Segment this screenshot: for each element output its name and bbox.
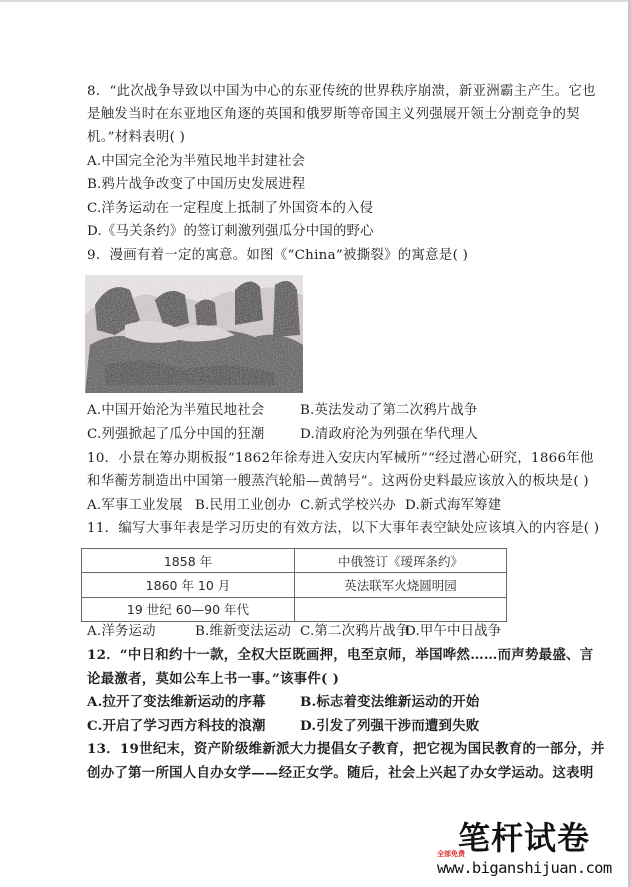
q11-option-d: D.甲午中日战争 — [405, 624, 502, 639]
q9-option-c: C.列强掀起了瓜分中国的狂潮 — [87, 427, 265, 442]
q11-option-c: C.第二次鸦片战争 — [300, 624, 410, 639]
q8-option-d: D.《马关条约》的签订刺激列强瓜分中国的野心 — [87, 224, 374, 239]
table-cell-date: 1860 年 10 月 — [82, 573, 295, 597]
q10-stem-line-2: 和华蘅芳制造出中国第一艘蒸汽轮船—黄鹄号”。这两份史料最应该放入的板块是( ) — [87, 474, 589, 489]
q12-option-c: C.开启了学习西方科技的浪潮 — [87, 718, 266, 734]
table-cell-date: 19 世纪 60—90 年代 — [82, 597, 295, 621]
q8-stem-line-3: 机。”材料表明( ) — [87, 130, 186, 145]
watermark-title: 笔杆试卷 — [458, 819, 591, 857]
q10-option-a: A.军事工业发展 — [87, 498, 183, 513]
q9-option-d: D.清政府沦为列强在华代理人 — [300, 427, 479, 442]
q13-stem-line-1: 13．19世纪末，资产阶级维新派大力提倡女子教育，把它视为国民教育的一部分，并 — [87, 741, 605, 757]
q9-option-a: A.中国开始沦为半殖民地社会 — [87, 403, 265, 418]
table-cell-event: 中俄签订《瑷珲条约》 — [295, 549, 507, 573]
table-cell-event: 英法联军火烧圆明园 — [295, 573, 507, 597]
page-top-border — [0, 0, 631, 2]
q11-option-b: B.维新变法运动 — [195, 624, 292, 639]
table-cell-date: 1858 年 — [82, 549, 295, 573]
watermark-url: www.biganshijuan.com — [437, 859, 612, 877]
q12-option-a: A.拉开了变法维新运动的序幕 — [87, 694, 266, 710]
q12-stem-line-1: 12．“中日和约十一款，全权大臣既画押，电至京师，举国哗然……而声势最盛、言 — [87, 647, 594, 663]
q8-stem-line-2: 是触发当时在东亚地区角逐的英国和俄罗斯等帝国主义列强展开领土分割竞争的契 — [87, 107, 580, 122]
q10-option-c: C.新式学校兴办 — [300, 498, 396, 513]
q8-option-b: B.鸦片战争改变了中国历史发展进程 — [87, 177, 306, 192]
table-cell-event-blank — [295, 597, 507, 621]
q10-stem-line-1: 10．小景在筹办期板报“1862年徐寿进入安庆内军械所”“经过潜心研究，1866年他 — [87, 451, 594, 466]
q9-option-b: B.英法发动了第二次鸦片战争 — [300, 403, 478, 418]
q11-stem: 11．编写大事年表是学习历史的有效方法，以下大事年表空缺处应该填入的内容是( ) — [87, 521, 600, 536]
table-row — [82, 573, 507, 597]
q12-option-d: D.引发了列强干涉而遭到失败 — [300, 718, 480, 734]
q12-stem-line-2: 论最激者，莫如公车上书一事。”该事件( ) — [87, 671, 340, 687]
q8-option-a: A.中国完全沦为半殖民地半封建社会 — [87, 154, 306, 169]
q11-option-a: A.洋务运动 — [87, 624, 156, 639]
q8-stem-line-1: 8．“此次战争导致以中国为中心的东亚传统的世界秩序崩溃，新亚洲霸主产生。它也 — [87, 84, 596, 99]
q9-stem: 9．漫画有着一定的寓意。如图《“China”被撕裂》的寓意是( ) — [87, 248, 469, 263]
table-row — [82, 597, 507, 621]
q12-option-b: B.标志着变法维新运动的开始 — [300, 694, 480, 710]
q13-stem-line-2: 创办了第一所国人自办女学——经正女学。随后，社会上兴起了办女学运动。这表明 — [87, 765, 594, 781]
china-torn-cartoon-image — [85, 275, 303, 393]
chronology-table — [81, 548, 507, 622]
q10-option-b: B.民用工业创办 — [195, 498, 292, 513]
q10-option-d: D.新式海军筹建 — [405, 498, 502, 513]
table-row — [82, 549, 507, 573]
q8-option-c: C.洋务运动在一定程度上抵制了外国资本的入侵 — [87, 201, 374, 216]
watermark-free-badge: 全部免费 — [437, 850, 465, 858]
